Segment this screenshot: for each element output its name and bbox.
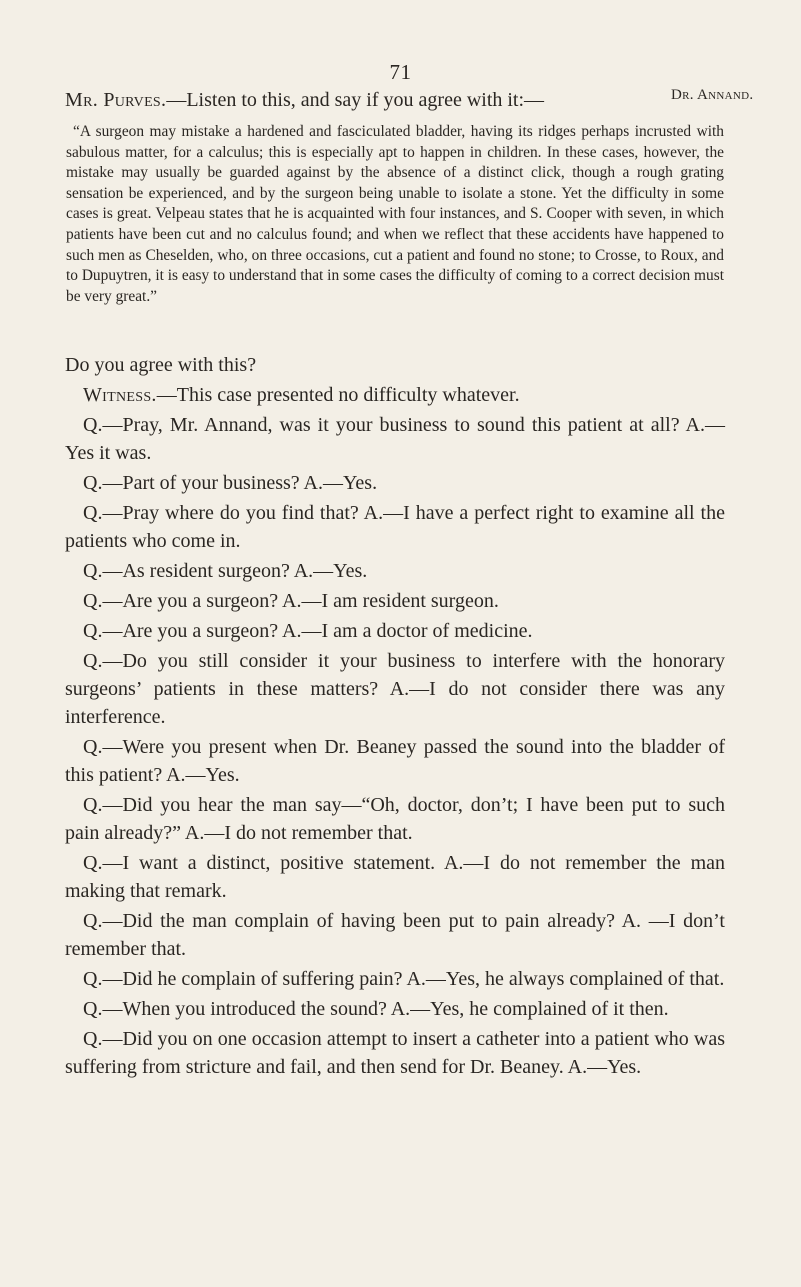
exchange-paragraph: Q.—Pray, Mr. Annand, was it your business to sound this patient at all? A.—Yes it was. xyxy=(65,414,725,464)
witness-text: —This case presented no difficulty whatever. xyxy=(156,384,520,406)
exchange-paragraph: Q.—Part of your business? A.—Yes. xyxy=(83,472,378,494)
quoted-passage: “A surgeon may mistake a hardened and fasciculated bladder, having its ridges perhaps incrusted with sabulous matter, for a calculus; this is especially apt to happen in children. In these cases, however, the mistake may usually be guarded against by the absence of a distinct click, though a rough grating sensation be experienced, and by the surgeon being unable to isolate a stone. Yet the difficulty in some cases is great. Velpeau states that he is acquainted with four instances, and S. Cooper with seven, in which patients have been cut and no calculus found; and when we reflect that these accidents have happened to such men as Cheselden, who, on three occasions, cut a patient and found no stone; to Crosse, to Roux, and to Dupuytren, it is easy to understand that in some cases the difficulty of coming to a correct decision must be very great.” xyxy=(66,123,724,305)
exchange-paragraph: Q.—Were you present when Dr. Beaney passed the sound into the bladder of this patient? A.—Yes. xyxy=(65,736,725,786)
exchange-paragraph: Q.—Do you still consider it your business to interfere with the honorary surgeons’ patients in these matters? A.—I do not consider there was any interference. xyxy=(65,650,725,728)
intro-text: —Listen to this, and say if you agree with it:— xyxy=(166,89,545,111)
witness-statement xyxy=(65,381,725,409)
exchange-paragraph: Q.—Did he complain of suffering pain? A.—Yes, he always complained of that. xyxy=(83,968,725,990)
page-number: 71 xyxy=(389,60,412,84)
exchange-paragraph: Q.—As resident surgeon? A.—Yes. xyxy=(83,560,368,582)
exchange-paragraph: Q.—Did you hear the man say—“Oh, doctor, don’t; I have been put to such pain already?” A.—I do not remember that. xyxy=(65,794,725,844)
exchange-paragraph: Q.—Are you a surgeon? A.—I am resident surgeon. xyxy=(83,590,499,612)
exchange-paragraph: Q.—When you introduced the sound? A.—Yes, he complained of it then. xyxy=(83,998,669,1020)
intro-line xyxy=(65,86,665,114)
speaker-name: Mr. Purves. xyxy=(65,89,167,111)
testimony xyxy=(65,351,725,1083)
margin-note: Dr. Annand. xyxy=(671,87,754,103)
question-to-witness: Do you agree with this? xyxy=(65,354,257,376)
witness-label: Witness. xyxy=(83,384,157,406)
exchange-paragraph: Q.—I want a distinct, positive statement. A.—I do not remember the man making that remark. xyxy=(65,852,725,902)
exchange-paragraph: Q.—Did the man complain of having been put to pain already? A. —I don’t remember that. xyxy=(65,910,725,960)
exchange-paragraph: Q.—Are you a surgeon? A.—I am a doctor of medicine. xyxy=(83,620,533,642)
exchange-paragraph: Q.—Pray where do you find that? A.—I have a perfect right to examine all the patients who come in. xyxy=(65,502,725,552)
exchange-paragraph: Q.—Did you on one occasion attempt to insert a catheter into a patient who was suffering from stricture and fail, and then send for Dr. Beaney. A.—Yes. xyxy=(65,1028,725,1078)
